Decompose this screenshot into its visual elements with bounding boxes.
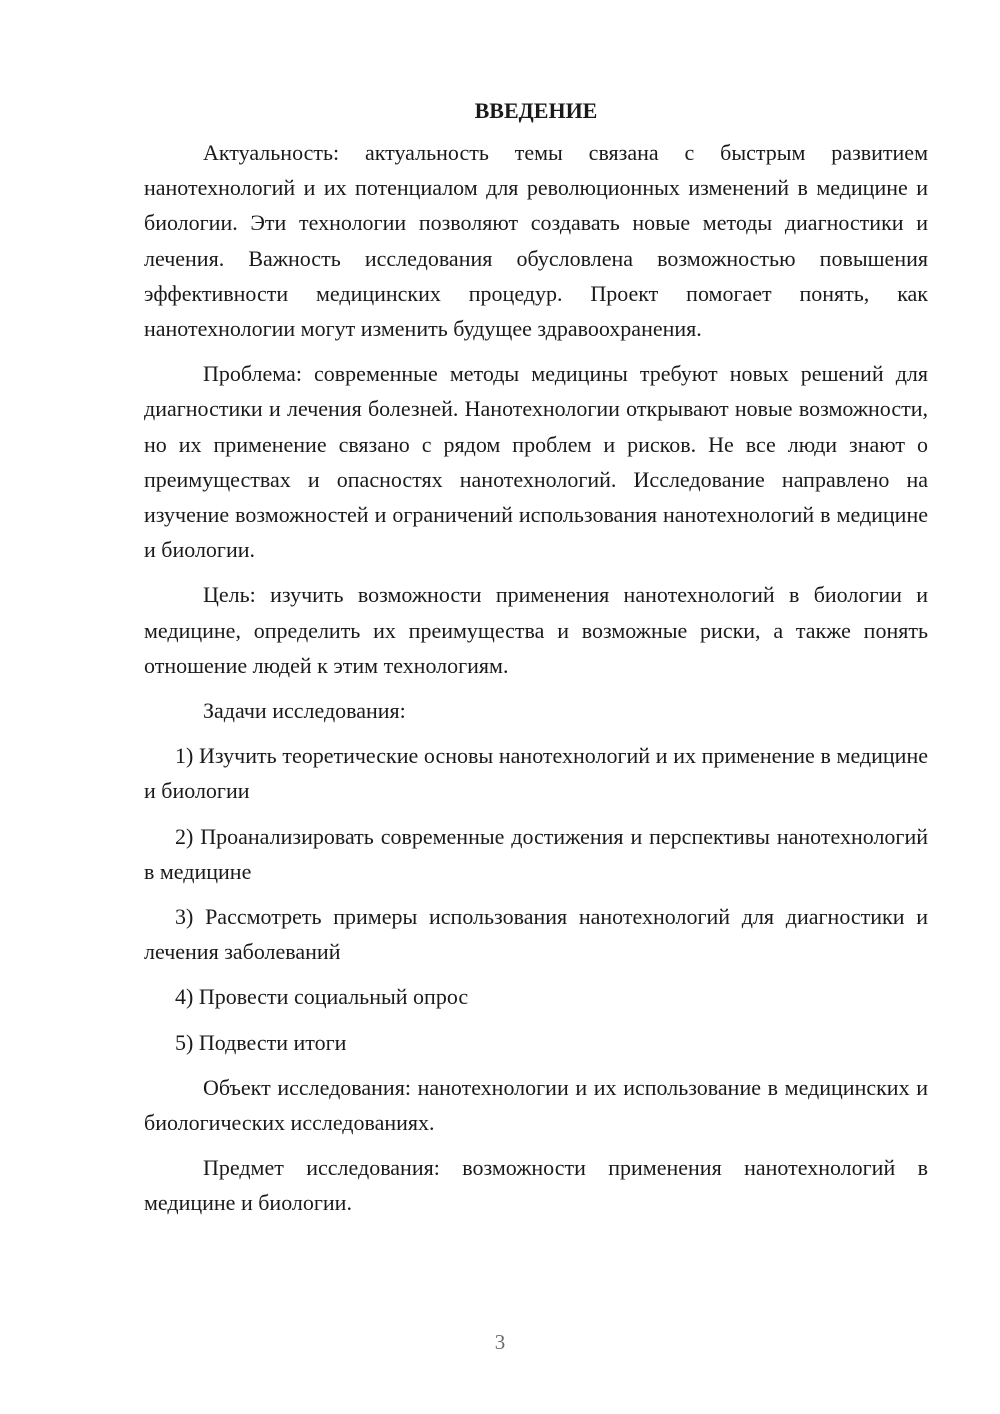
page-number: 3	[494, 1330, 506, 1354]
task-item: 4) Провести социальный опрос	[175, 984, 469, 1010]
page-title: ВВЕДЕНИЕ	[474, 98, 598, 123]
paragraph-tasks-heading: Задачи исследования:	[203, 698, 406, 724]
page-content	[144, 95, 928, 1231]
paragraph-problem: Проблема: современные методы медицины требуют новых решений для диагностики и лечения болезней. Нанотехнологии открывают новые возможности, но их применение связано с рядом проблем и рисков. Не все люди знают о преимуществах и опасностях нанотехнологий. Исследование направлено на изучение возможностей и ограничений использования нанотехнологий в медицине и биологии.	[144, 361, 928, 563]
task-item: 3) Рассмотреть примеры использования нанотехнологий для диагностики и лечения заболеваний	[144, 904, 928, 965]
paragraph-relevance: Актуальность: актуальность темы связана с быстрым развитием нанотехнологий и их потенциалом для революционных изменений в медицине и биологии. Эти технологии позволяют создавать новые методы диагностики и лечения. Важность исследования обусловлена возможностью повышения эффективности медицинских процедур. Проект помогает понять, как нанотехнологии могут изменить будущее здравоохранения.	[144, 140, 928, 342]
task-item: 2) Проанализировать современные достижения и перспективы нанотехнологий в медицине	[144, 823, 928, 884]
task-item: 1) Изучить теоретические основы нанотехнологий и их применение в медицине и биологии	[144, 743, 928, 804]
paragraph-goal: Цель: изучить возможности применения нанотехнологий в биологии и медицине, определить их преимущества и возможные риски, а также понять отношение людей к этим технологиям.	[144, 582, 928, 678]
paragraph-subject: Предмет исследования: возможности применения нанотехнологий в медицине и биологии.	[144, 1155, 928, 1216]
paragraph-object: Объект исследования: нанотехнологии и их использование в медицинских и биологических исследованиях.	[144, 1074, 928, 1136]
task-item: 5) Подвести итоги	[175, 1029, 347, 1055]
